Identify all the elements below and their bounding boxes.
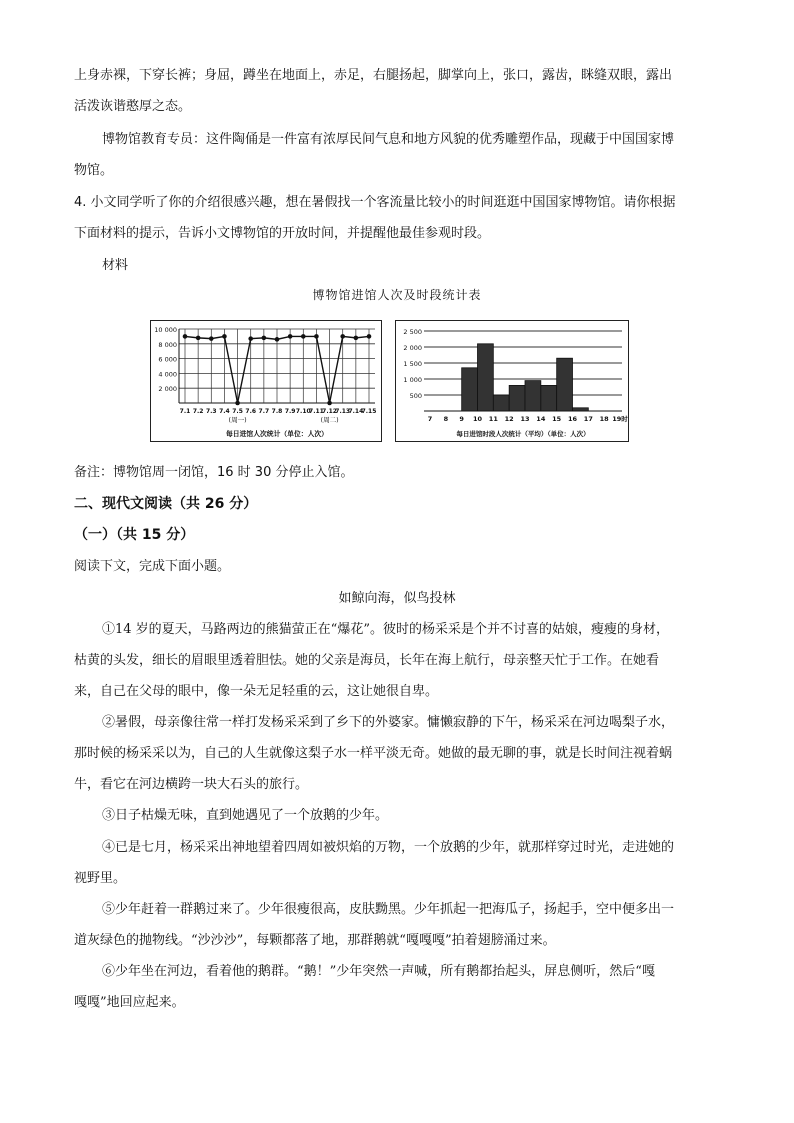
article-line-1: ①14 岁的夏天，马路两边的熊猫萤正在“爆花”。彼时的杨采采是个并不讨喜的姑娘，瘦瘦的身材， (102, 622, 669, 637)
data-point (367, 334, 372, 339)
x-axis-title: 每日进馆时段人次统计（平均）（单位：人次） (456, 430, 590, 438)
article-line-7: ③日子枯燥无味，直到她遇见了一个放鹅的少年。 (102, 808, 389, 823)
bar (478, 344, 494, 411)
article-line-11: 道灰绿色的抛物线。“沙沙沙”，每颗都落了地，那群鹅就“嘎嘎嘎”拍着翅膀涌过来。 (74, 933, 556, 948)
x-tick-label: 19时 (612, 415, 628, 423)
x-tick-label: 12 (504, 415, 514, 423)
note: 备注：博物馆周一闭馆，16 时 30 分停止入馆。 (74, 465, 354, 480)
part-1-title: （一）（共 15 分） (74, 527, 195, 543)
material-label: 材料 (102, 258, 129, 273)
bar (525, 381, 541, 411)
bar (573, 408, 589, 411)
data-point (301, 334, 306, 339)
daily-visitors-chart (150, 320, 382, 442)
article-line-13: 嘎嘎”地回应起来。 (74, 995, 185, 1010)
x-axis-title: 每日进馆人次统计（单位：人次） (226, 430, 328, 438)
question-4-line-2: 下面材料的提示，告诉小文博物馆的开放时间，并提醒他最佳参观时段。 (74, 226, 491, 241)
x-tick-label: 7.10 (295, 408, 311, 415)
bar (493, 395, 509, 411)
x-tick-label: 7.15 (361, 408, 377, 415)
question-4-line-1: 4. 小文同学听了你的介绍很感兴趣，想在暑假找一个客流量比较小的时间逛逛中国国家博物馆。请你根据 (74, 195, 676, 210)
x-tick-label: 7.13 (335, 408, 351, 415)
annotation-tuesday: (周二) (320, 416, 339, 424)
data-point (354, 336, 359, 341)
bar (541, 385, 557, 411)
bar (462, 368, 478, 411)
body-line-1: 上身赤裸，下穿长裤；身屈，蹲坐在地面上，赤足，右腿扬起，脚掌向上，张口，露齿，眯缝双眼，露出 (74, 68, 673, 83)
daily-visitors-svg (151, 321, 381, 441)
article-line-5: 那时候的杨采采以为，自己的人生就像这梨子水一样平淡无奇。她做的最无聊的事，就是长时间注视着蜗 (74, 746, 673, 761)
x-tick-label: 14 (536, 415, 546, 423)
y-tick-label: 10 000 (154, 326, 177, 334)
x-tick-label: 17 (583, 415, 593, 423)
data-point (327, 401, 332, 406)
x-tick-label: 9 (459, 415, 464, 423)
article-line-3: 来，自己在父母的眼中，像一朵无足轻重的云，这让她很自卑。 (74, 684, 439, 699)
x-tick-label: 7.9 (284, 408, 296, 415)
x-tick-label: 7.8 (271, 408, 283, 415)
y-tick-label: 8 000 (158, 340, 177, 349)
museum-note-line-1: 博物馆教育专员：这件陶俑是一件富有浓厚民间气息和地方风貌的优秀雕塑作品，现藏于中国国家博 (102, 132, 675, 147)
data-point (235, 401, 240, 406)
x-tick-label: 7.5 (232, 408, 243, 415)
article-line-8: ④已是七月，杨采采出神地望着四周如被炽焰的万物，一个放鹅的少年，就那样穿过时光，走进她的 (102, 840, 675, 855)
x-tick-label: 16 (567, 415, 578, 423)
x-tick-label: 7.2 (192, 408, 204, 415)
y-tick-label: 1 500 (403, 360, 422, 368)
data-point (222, 334, 227, 339)
article-line-2: 枯黄的头发，细长的眉眼里透着胆怯。她的父亲是海员，长年在海上航行，母亲整天忙于工作。在她看 (74, 653, 660, 668)
data-point (288, 334, 293, 339)
article-line-4: ②暑假，母亲像往常一样打发杨采采到了乡下的外婆家。慵懒寂静的下午，杨采采在河边喝梨子水， (102, 715, 675, 730)
x-tick-label: 18 (599, 415, 609, 423)
article-line-9: 视野里。 (74, 871, 127, 886)
article-line-10: ⑤少年赶着一群鹅过来了。少年很瘦很高，皮肤黝黑。少年抓起一把海瓜子，扬起手，空中便多出一 (102, 902, 675, 917)
y-tick-label: 6 000 (158, 355, 177, 364)
article-title: 如鲸向海，似鸟投林 (338, 591, 456, 606)
data-point (262, 336, 267, 341)
x-tick-label: 15 (552, 415, 562, 423)
y-tick-label: 2 000 (403, 344, 422, 352)
x-tick-label: 7.7 (258, 408, 270, 415)
data-point (248, 336, 253, 341)
y-tick-label: 2 000 (158, 385, 177, 394)
body-line-2: 活泼诙谐憨厚之态。 (74, 99, 192, 114)
bar (557, 358, 573, 411)
x-tick-label: 11 (488, 415, 498, 423)
data-point (183, 334, 188, 339)
x-tick-label: 7.11 (309, 408, 324, 415)
annotation-monday: (周一) (228, 416, 247, 424)
chart-caption: 博物馆进馆人次及时段统计表 (312, 288, 482, 302)
x-tick-label: 13 (520, 415, 530, 423)
y-tick-label: 4 000 (158, 370, 177, 379)
data-point (275, 337, 280, 342)
x-tick-label: 7.6 (245, 408, 257, 415)
y-tick-label: 500 (409, 392, 422, 400)
x-tick-label: 7.12 (322, 408, 337, 415)
article-line-6: 牛，看它在河边横跨一块大石头的旅行。 (74, 777, 309, 792)
x-tick-label: 7.1 (179, 408, 191, 415)
data-point (209, 336, 214, 341)
article-line-12: ⑥少年坐在河边，看着他的鹅群。“鹅！”少年突然一声喊，所有鹅都抬起头，屏息侧听，然后“嘎 (102, 964, 655, 979)
museum-note-line-2: 物馆。 (74, 163, 114, 178)
data-point (314, 334, 319, 339)
x-tick-label: 7.14 (348, 408, 364, 415)
x-tick-label: 10 (472, 415, 483, 423)
data-point (340, 334, 345, 339)
x-tick-label: 7.3 (205, 408, 217, 415)
section-2-title: 二、现代文阅读（共 26 分） (74, 496, 258, 512)
instruction: 阅读下文，完成下面小题。 (74, 559, 231, 574)
x-tick-label: 8 (443, 415, 449, 423)
data-point (196, 336, 201, 341)
bar (509, 385, 525, 411)
y-tick-label: 1 000 (403, 376, 422, 384)
hourly-visitors-svg (396, 321, 628, 441)
y-tick-label: 2 500 (403, 328, 422, 336)
x-tick-label: 7 (427, 415, 433, 423)
hourly-visitors-chart (395, 320, 629, 442)
x-tick-label: 7.4 (219, 408, 230, 415)
